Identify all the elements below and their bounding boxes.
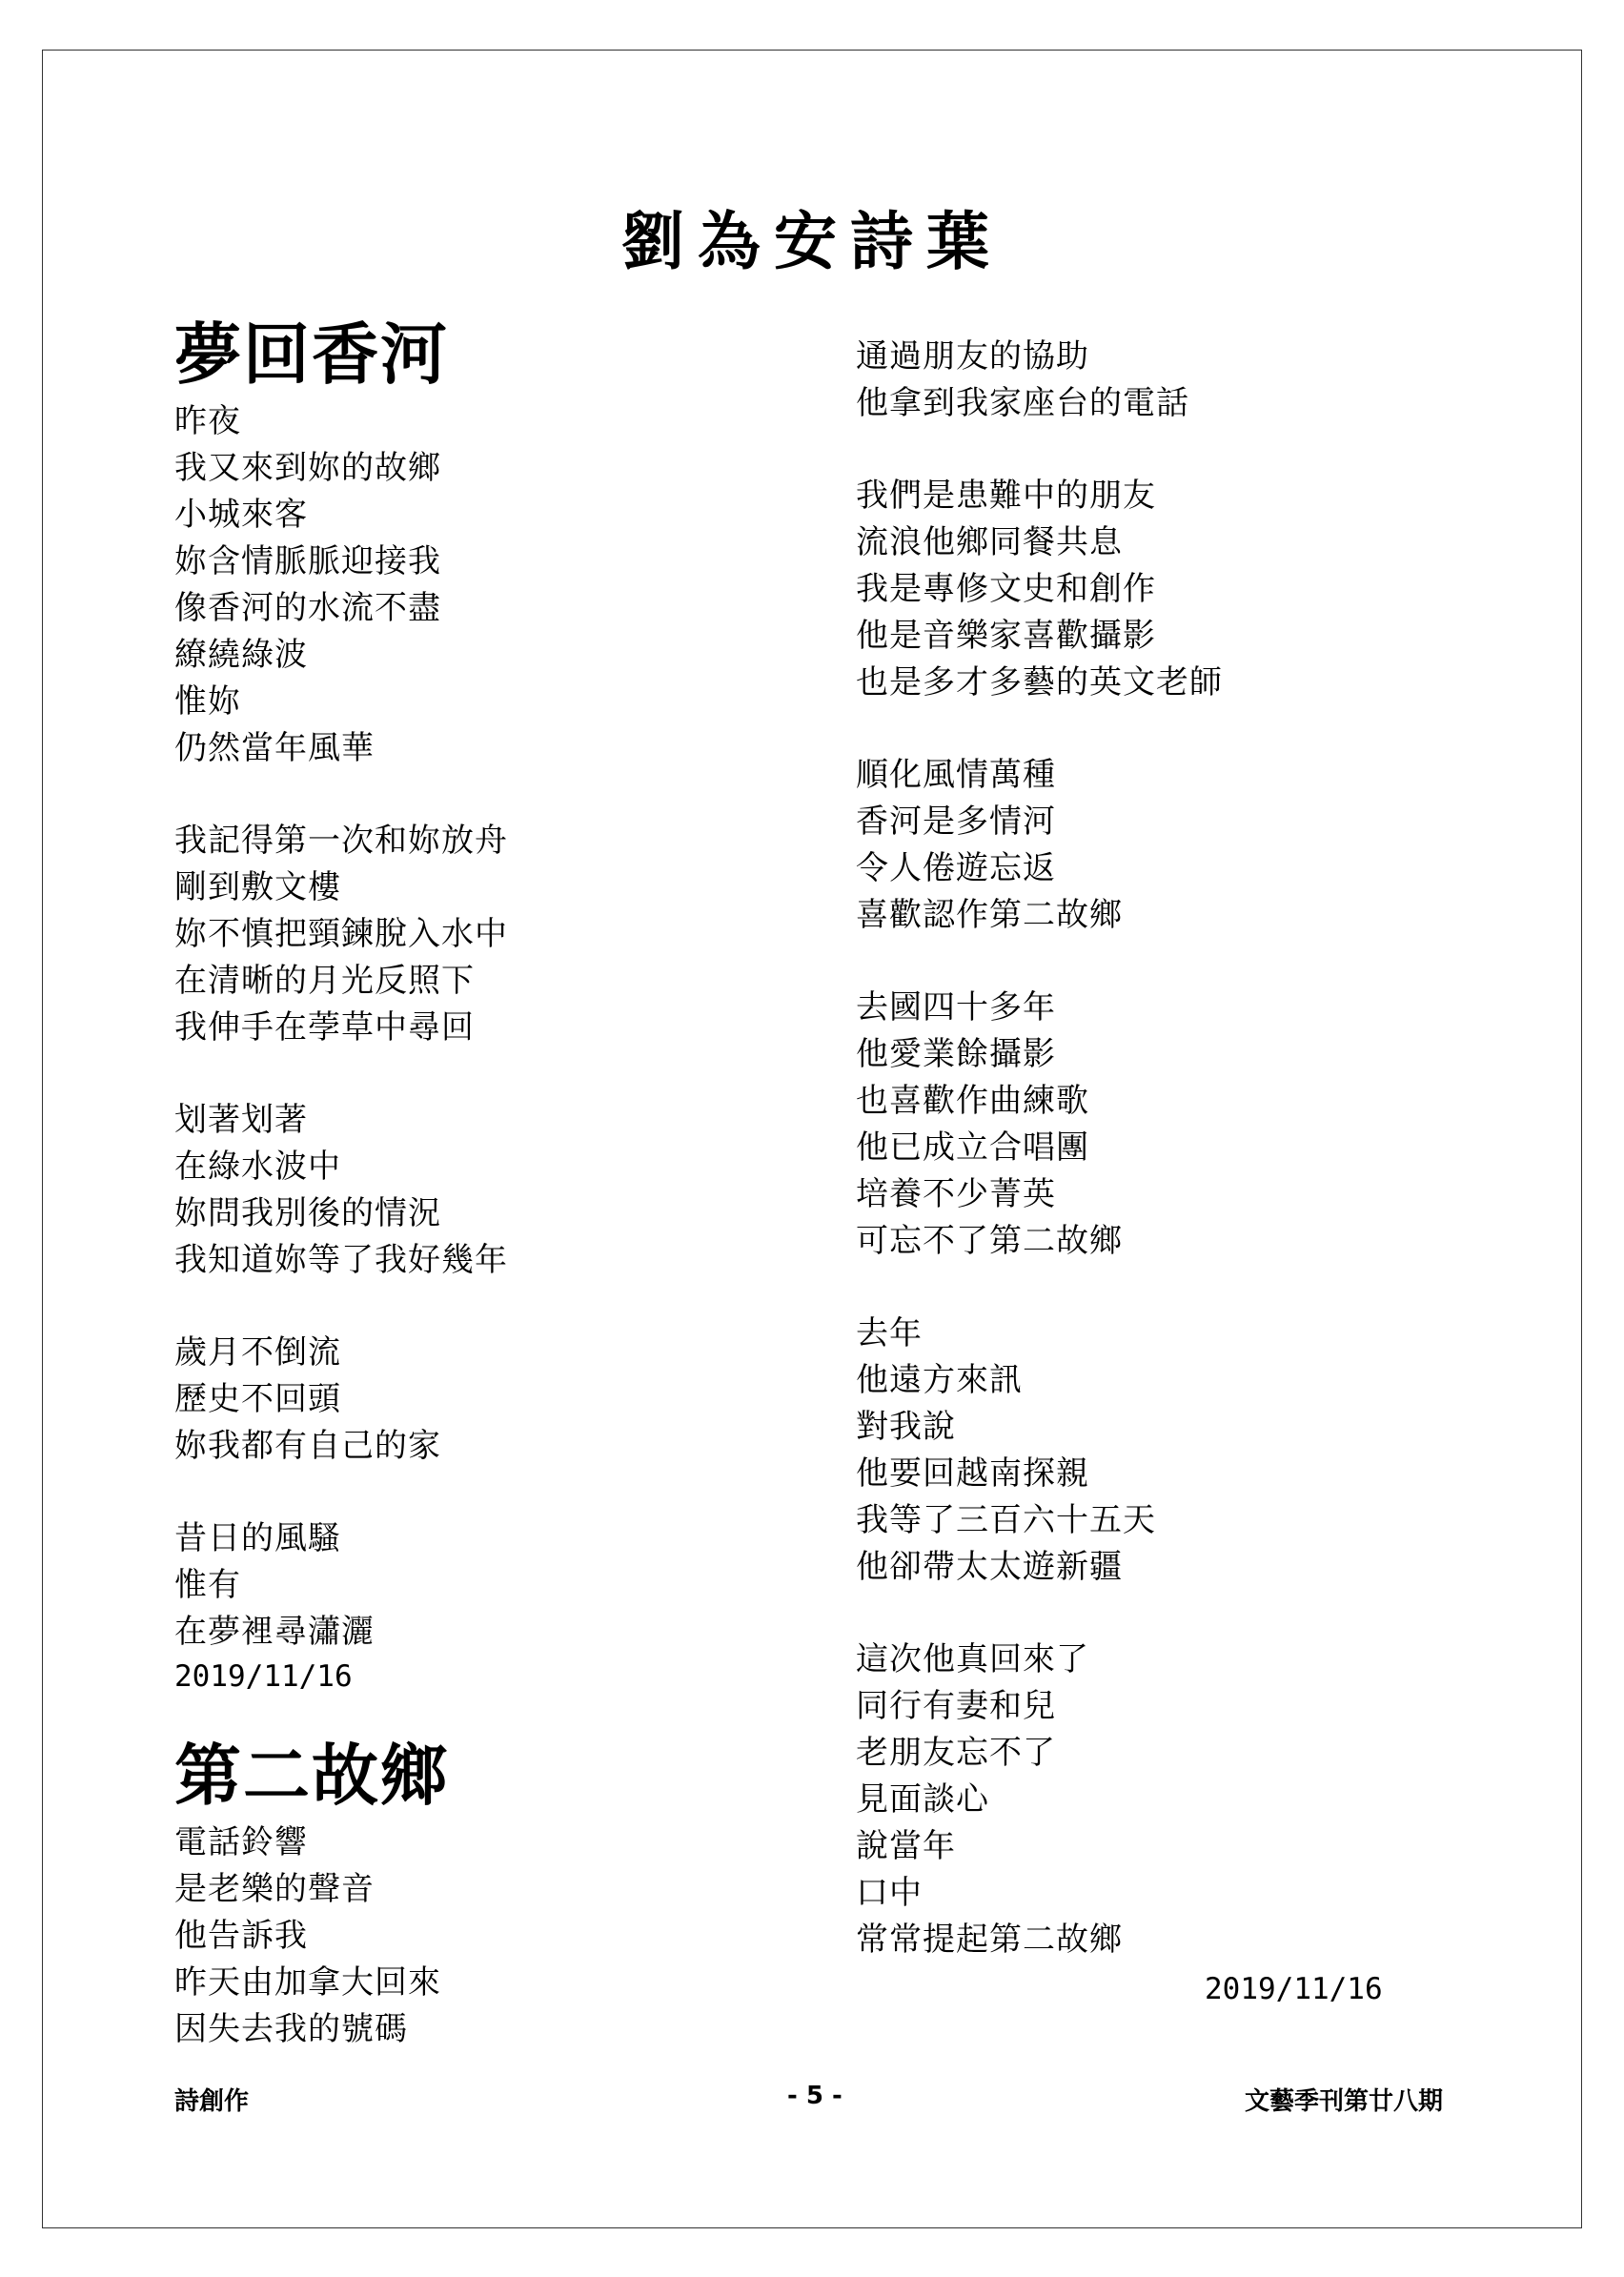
poem-line: 他拿到我家座台的電話	[856, 384, 1189, 422]
poem-line: 他愛業餘攝影	[856, 1035, 1056, 1073]
poem-line: 見面談心	[856, 1780, 989, 1819]
publication-issue: 文藝季刊第廿八期	[1245, 2087, 1444, 2116]
poem-2-title: 第二故鄉	[174, 1736, 449, 1815]
poem-line: 昔日的風騷	[174, 1519, 341, 1557]
poem-line: 去年	[856, 1314, 923, 1352]
poem-line: 通過朋友的協助	[856, 337, 1089, 376]
poem-1-title: 夢回香河	[174, 315, 449, 394]
poem-1-stanza-1	[174, 398, 842, 772]
poem-line: 可忘不了第二故鄉	[856, 1222, 1123, 1260]
poem-line: 妳含情脈脈迎接我	[174, 542, 441, 580]
poem-line: 是老樂的聲音	[174, 1870, 375, 1908]
poem-line: 常常提起第二故鄉	[856, 1921, 1123, 1959]
poem-line: 喜歡認作第二故鄉	[856, 896, 1123, 934]
poem-line: 他遠方來訊	[856, 1361, 1023, 1399]
poem-2-stanza-1	[174, 1820, 842, 2053]
poem-1-stanza-5	[174, 1515, 842, 1698]
poem-line: 他卻帶太太遊新疆	[856, 1548, 1123, 1586]
poem-line: 老朋友忘不了	[856, 1734, 1056, 1772]
poem-2-stanza	[856, 1637, 1542, 1963]
poem-line: 剛到敷文樓	[174, 868, 341, 906]
poem-1-date: 2019/11/16	[174, 1659, 353, 1694]
poem-line: 香河是多情河	[856, 803, 1056, 841]
poem-line: 在夢裡尋瀟灑	[174, 1613, 375, 1651]
poem-line: 口中	[856, 1874, 923, 1912]
poem-line: 在清晰的月光反照下	[174, 962, 475, 1000]
poem-line: 流浪他鄉同餐共息	[856, 523, 1123, 561]
poem-2-stanza	[856, 1311, 1542, 1591]
poem-line: 歲月不倒流	[174, 1333, 341, 1372]
poem-line: 繚繞綠波	[174, 636, 308, 674]
poem-line: 他告訴我	[174, 1917, 308, 1955]
left-column	[174, 315, 842, 2053]
poem-line: 說當年	[856, 1827, 956, 1865]
poem-line: 像香河的水流不盡	[174, 589, 441, 627]
poem-line: 在綠水波中	[174, 1148, 341, 1186]
poem-1-stanza-4	[174, 1330, 842, 1470]
poem-line: 對我說	[856, 1408, 956, 1446]
poem-line: 我伸手在荸草中尋回	[174, 1008, 475, 1047]
poem-2-stanza	[856, 985, 1542, 1265]
poem-line: 我又來到妳的故鄉	[174, 449, 441, 487]
poem-line: 妳不慎把頸鍊脫入水中	[174, 915, 508, 953]
poem-line: 歷史不回頭	[174, 1380, 341, 1418]
poem-line: 培養不少菁英	[856, 1175, 1056, 1213]
poem-line: 仍然當年風華	[174, 729, 375, 767]
poem-line: 因失去我的號碼	[174, 2010, 408, 2048]
poem-line: 我們是患難中的朋友	[856, 477, 1156, 515]
poem-1	[174, 315, 842, 1698]
poem-2-start	[174, 1736, 842, 2053]
poem-line: 惟有	[174, 1566, 241, 1604]
footer-section-label: 詩創作	[174, 2087, 250, 2116]
poem-2-stanza	[856, 334, 1542, 427]
poem-1-stanza-3	[174, 1097, 842, 1284]
poem-line: 我是專修文史和創作	[856, 570, 1156, 608]
poem-line: 昨天由加拿大回來	[174, 1963, 441, 2002]
poem-line: 這次他真回來了	[856, 1640, 1089, 1678]
poem-line: 也是多才多藝的英文老師	[856, 663, 1223, 701]
poem-line: 我記得第一次和妳放舟	[174, 822, 508, 860]
poem-2-stanza	[856, 752, 1542, 939]
poem-2-stanza	[856, 473, 1542, 706]
poem-1-stanza-2	[174, 818, 842, 1051]
poem-line: 惟妳	[174, 682, 241, 721]
poem-line: 順化風情萬種	[856, 756, 1056, 794]
poem-line: 去國四十多年	[856, 988, 1056, 1027]
poem-line: 我等了三百六十五天	[856, 1501, 1156, 1539]
right-column	[856, 334, 1542, 1963]
poem-line: 令人倦遊忘返	[856, 849, 1056, 887]
poem-line: 電話鈴響	[174, 1823, 308, 1861]
poem-line: 同行有妻和兒	[856, 1687, 1056, 1725]
poem-line: 他已成立合唱團	[856, 1128, 1089, 1167]
poem-line: 他要回越南探親	[856, 1454, 1089, 1493]
poem-line: 昨夜	[174, 402, 241, 440]
poem-line: 妳問我別後的情況	[174, 1194, 441, 1232]
poem-line: 我知道妳等了我好幾年	[174, 1241, 508, 1279]
poem-line: 他是音樂家喜歡攝影	[856, 617, 1156, 655]
poem-line: 也喜歡作曲練歌	[856, 1082, 1089, 1120]
poem-2-date: 2019/11/16	[1205, 1972, 1383, 2006]
poem-line: 划著划著	[174, 1101, 308, 1139]
poem-line: 小城來客	[174, 496, 308, 534]
page-number: - 5 -	[787, 2082, 842, 2110]
page-footer	[0, 2082, 1624, 2120]
poem-line: 妳我都有自己的家	[174, 1427, 441, 1465]
page-title: 劉為安詩葉	[621, 204, 1003, 278]
